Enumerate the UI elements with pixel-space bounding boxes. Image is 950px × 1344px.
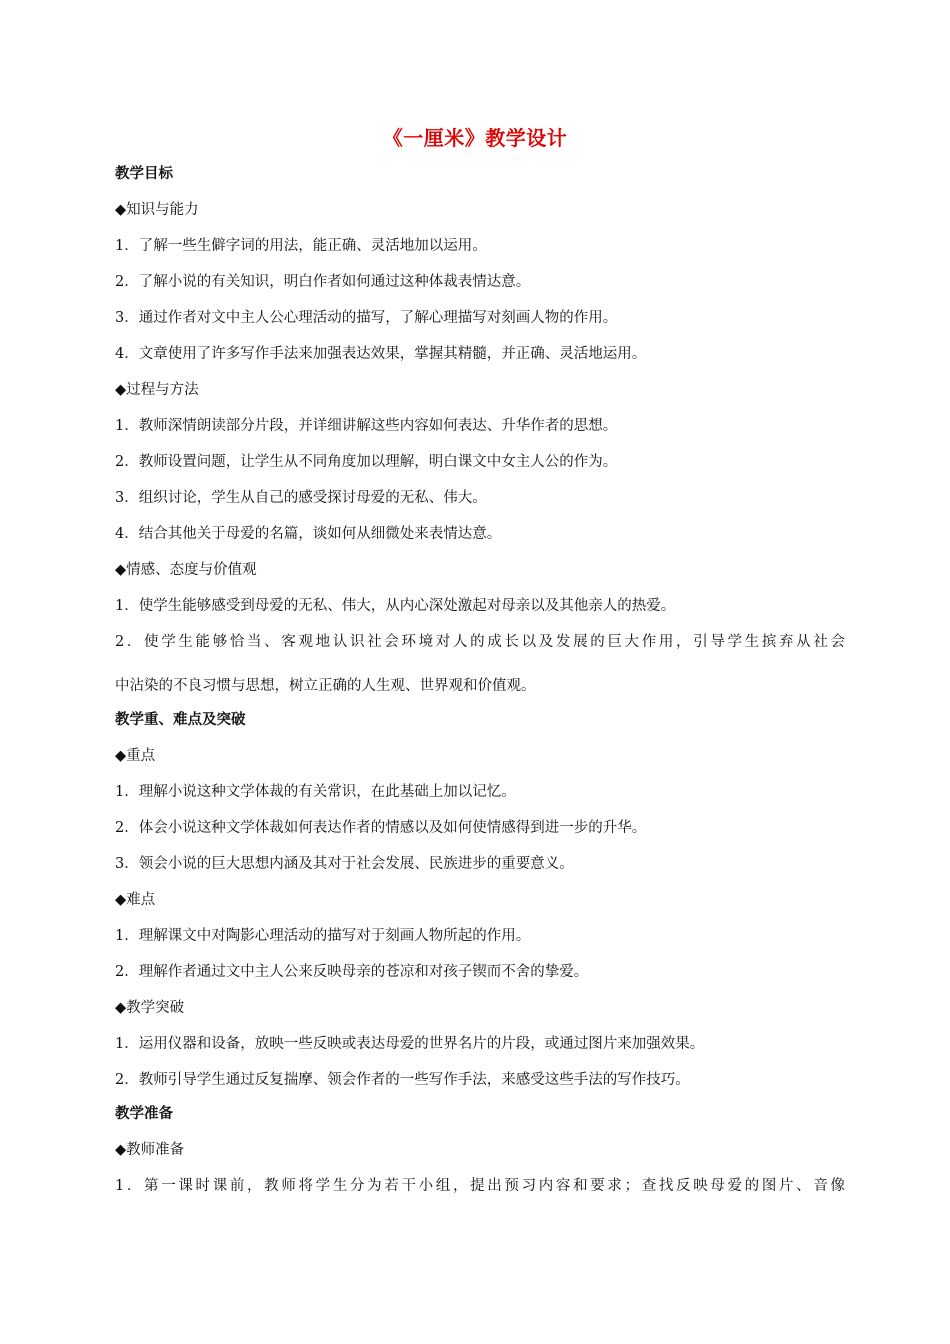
- subsection-heading: ◆知识与能力: [115, 202, 199, 218]
- paragraph-line: 1．使学生能够感受到母爱的无私、伟大，从内心深处激起对母亲以及其他亲人的热爱。: [115, 598, 676, 614]
- subsection-heading: ◆情感、态度与价值观: [115, 562, 257, 578]
- paragraph-line: 1．理解小说这种文学体裁的有关常识，在此基础上加以记忆。: [115, 784, 516, 800]
- paragraph-line: 2．了解小说的有关知识，明白作者如何通过这种体裁表情达意。: [115, 274, 531, 290]
- paragraph-line: 1．第一课时课前，教师将学生分为若干小组，提出预习内容和要求；查找反映母爱的图片、音像: [115, 1178, 845, 1194]
- paragraph-line: 4．文章使用了许多写作手法来加强表达效果，掌握其精髓，并正确、灵活地运用。: [115, 346, 647, 362]
- subsection-heading: ◆过程与方法: [115, 382, 199, 398]
- subsection-heading: ◆难点: [115, 892, 156, 908]
- paragraph-line: 2．理解作者通过文中主人公来反映母亲的苍凉和对孩子锲而不舍的挚爱。: [115, 964, 589, 980]
- paragraph-line: 3．组织讨论，学生从自己的感受探讨母爱的无私、伟大。: [115, 490, 487, 506]
- paragraph-line: 1．运用仪器和设备，放映一些反映或表达母爱的世界名片的片段，或通过图片来加强效果。: [115, 1036, 705, 1052]
- subsection-heading: ◆教学突破: [115, 1000, 185, 1016]
- paragraph-line: 2．教师设置问题，让学生从不同角度加以理解，明白课文中女主人公的作为。: [115, 454, 618, 470]
- paragraph-line: 1．教师深情朗读部分片段，并详细讲解这些内容如何表达、升华作者的思想。: [115, 418, 618, 434]
- subsection-heading: ◆重点: [115, 748, 156, 764]
- paragraph-line: 2．使学生能够恰当、客观地认识社会环境对人的成长以及发展的巨大作用，引导学生摈弃从社会: [115, 634, 845, 650]
- paragraph-line: 3．通过作者对文中主人公心理活动的描写，了解心理描写对刻画人物的作用。: [115, 310, 618, 326]
- paragraph-line: 1．理解课文中对陶影心理活动的描写对于刻画人物所起的作用。: [115, 928, 531, 944]
- subsection-heading: ◆教师准备: [115, 1142, 185, 1158]
- paragraph-line: 4．结合其他关于母爱的名篇，谈如何从细微处来表情达意。: [115, 526, 502, 542]
- paragraph-line: 2．教师引导学生通过反复揣摩、领会作者的一些写作手法，来感受这些手法的写作技巧。: [115, 1072, 690, 1088]
- paragraph-line: 3．领会小说的巨大思想内涵及其对于社会发展、民族进步的重要意义。: [115, 856, 574, 872]
- section-heading: 教学准备: [115, 1106, 173, 1122]
- paragraph-line: 2．体会小说这种文学体裁如何表达作者的情感以及如何使情感得到进一步的升华。: [115, 820, 647, 836]
- document-title: 《一厘米》教学设计: [382, 126, 568, 150]
- section-heading: 教学重、难点及突破: [115, 712, 246, 728]
- section-heading: 教学目标: [115, 166, 173, 182]
- paragraph-line: 1．了解一些生僻字词的用法，能正确、灵活地加以运用。: [115, 238, 487, 254]
- paragraph-line: 中沾染的不良习惯与思想，树立正确的人生观、世界观和价值观。: [115, 678, 536, 694]
